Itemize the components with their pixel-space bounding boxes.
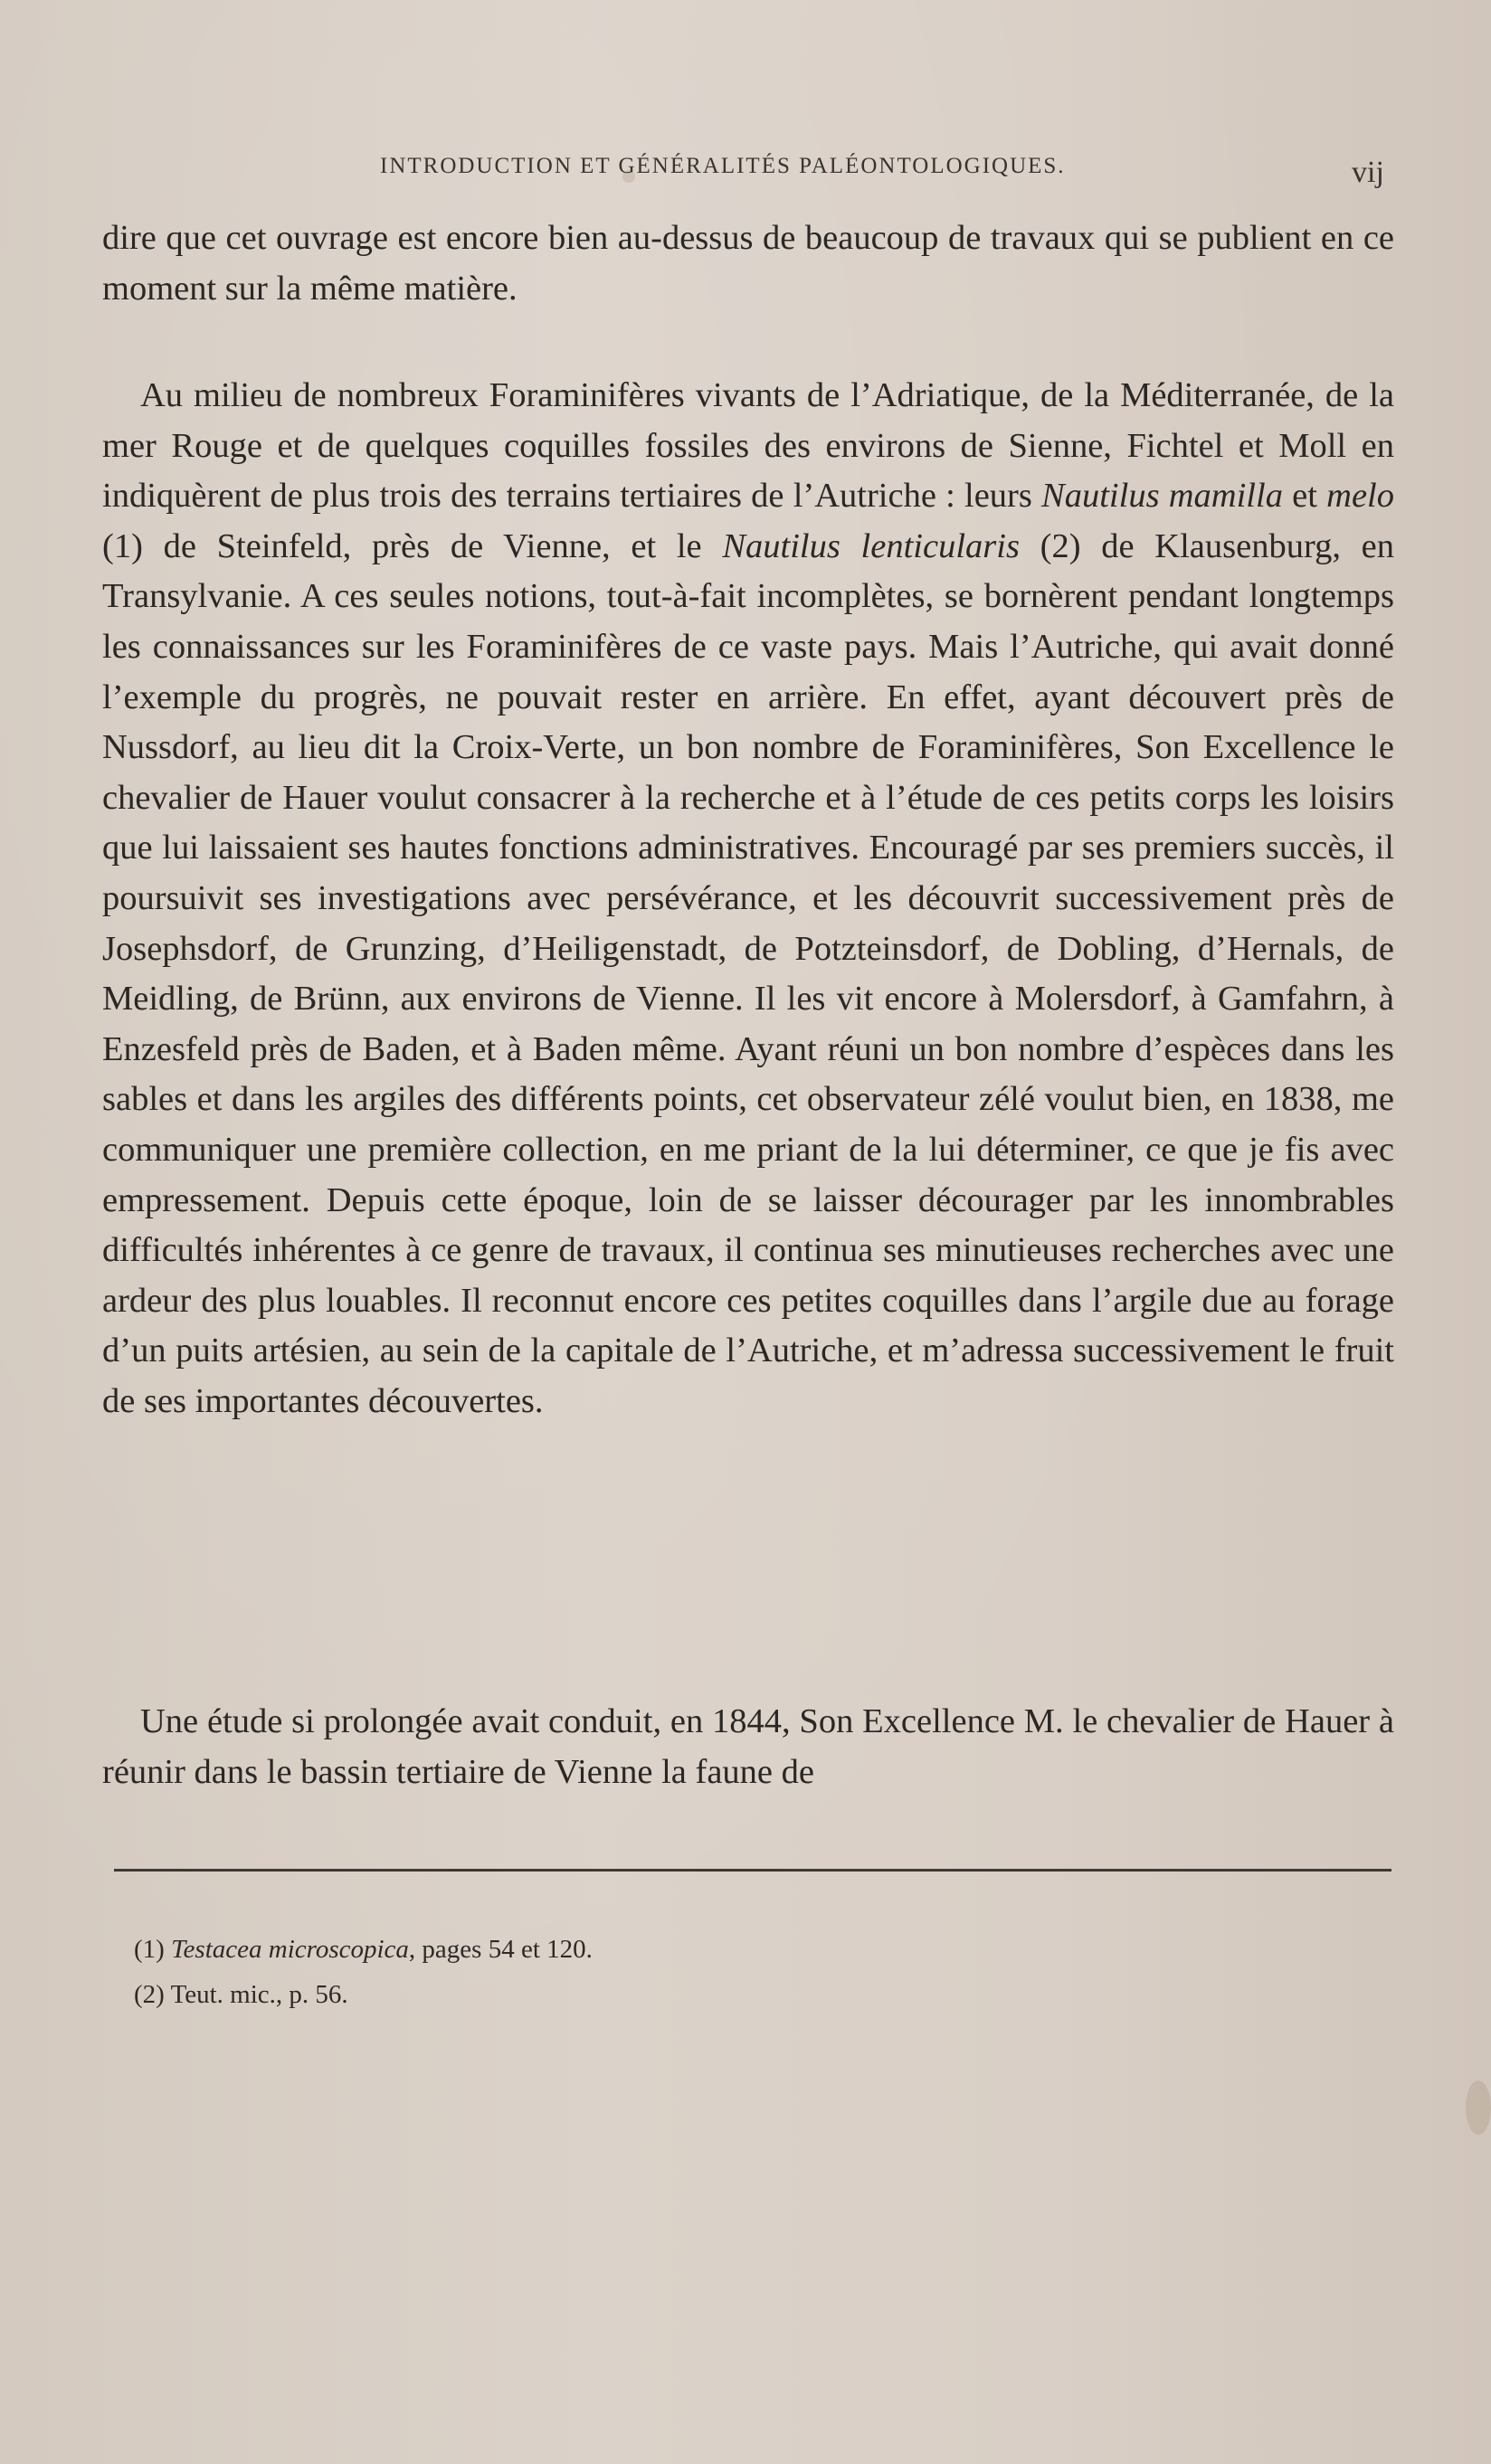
footnote-italic: Testacea microscopica: [171, 1935, 409, 1964]
paper-stain: [1466, 2080, 1491, 2135]
paragraph-text: [102, 371, 1394, 1426]
footnote-2: [134, 1972, 593, 2017]
footnote-1: [134, 1927, 593, 1972]
paragraph-text: dire que cet ouvrage est encore bien au-dessus de beaucoup de travaux qui se publient en ce moment sur la même matière.: [102, 219, 1394, 308]
paragraph-text: Une étude si prolongée avait conduit, en 1844, Son Excellence M. le chevalier de Hauer à réunir dans le bassin tertiaire de Vienne la faune de: [102, 1702, 1394, 1791]
italic-taxon: Nautilus lenticularis: [722, 526, 1020, 565]
footnote-text: Teut. mic., p. 56.: [170, 1980, 348, 2009]
text-run: Au milieu de nombreux Foraminifères vivants de l’Adriatique, de la Méditerranée, de la mer Rouge et de quelques coquilles fossiles des environs de Sienne, Fichtel et Moll en indiquèrent de plus trois des terrains tertiaires de l’Autriche : leurs: [102, 376, 1394, 516]
footnote-rule: [114, 1869, 1391, 1872]
italic-taxon: melo: [1326, 477, 1394, 516]
text-run: (2) de Klausenburg, en Transylvanie. A ces seules notions, tout-à-fait incomplètes, se bornèrent pendant longtemps les connaissances sur les Foraminifères de ce vaste pays. Mais l’Autriche, qui avait donné l’exemple du progrès, ne pouvait rester en arrière. En effet, ayant découvert près de Nussdorf, au lieu dit la Croix-Verte, un bon nombre de Foraminifères, Son Excellence le chevalier de Hauer voulut consacrer à la recherche et à l’étude de ces petits corps les loisirs que lui laissaient ses hautes fonctions administratives. Encouragé par ses premiers succès, il poursuivit ses investigations avec persévérance, et les découvrit successivement près de Josephsdorf, de Grunzing, d’Heiligenstadt, de Potzteinsdorf, de Dobling, d’Hernals, de Meidling, de Brünn, aux environs de Vienne. Il les vit encore à Molersdorf, à Gamfahrn, à Enzesfeld près de Baden, et à Baden même. Ayant réuni un bon nombre d’espèces dans les sables et dans les argiles des différents points, cet observateur zélé voulut bien, en 1838, me communiquer une première collection, en me priant de la lui déterminer, ce que je fis avec empressement. Depuis cette époque, loin de se laisser décourager par les innombrables difficultés inhérentes à ce genre de travaux, il continua ses minutieuses recherches avec une ardeur des plus louables. Il reconnut encore ces petites coquilles dans l’argile due au forage d’un puits artésien, au sein de la capitale de l’Autriche, et m’adressa successivement le fruit de ses importantes découvertes.: [102, 526, 1394, 1420]
footnote-marker: (2): [134, 1980, 165, 2009]
paragraph-etude: [102, 1697, 1394, 1797]
text-run: (1) de Steinfeld, près de Vienne, et le: [102, 526, 723, 565]
running-title: INTRODUCTION ET GÉNÉRALITÉS PALÉONTOLOGIQUES.: [380, 154, 1066, 178]
paragraph-foraminiferes: [102, 371, 1394, 1426]
footnote-text: , pages 54 et 120.: [408, 1935, 593, 1964]
footnotes: [134, 1927, 593, 2017]
italic-taxon: Nautilus mamilla: [1041, 477, 1283, 516]
page-number: vij: [1352, 156, 1384, 189]
text-run: et: [1282, 477, 1327, 516]
footnote-marker: (1): [134, 1935, 165, 1964]
paragraph-continuation: [102, 213, 1394, 314]
